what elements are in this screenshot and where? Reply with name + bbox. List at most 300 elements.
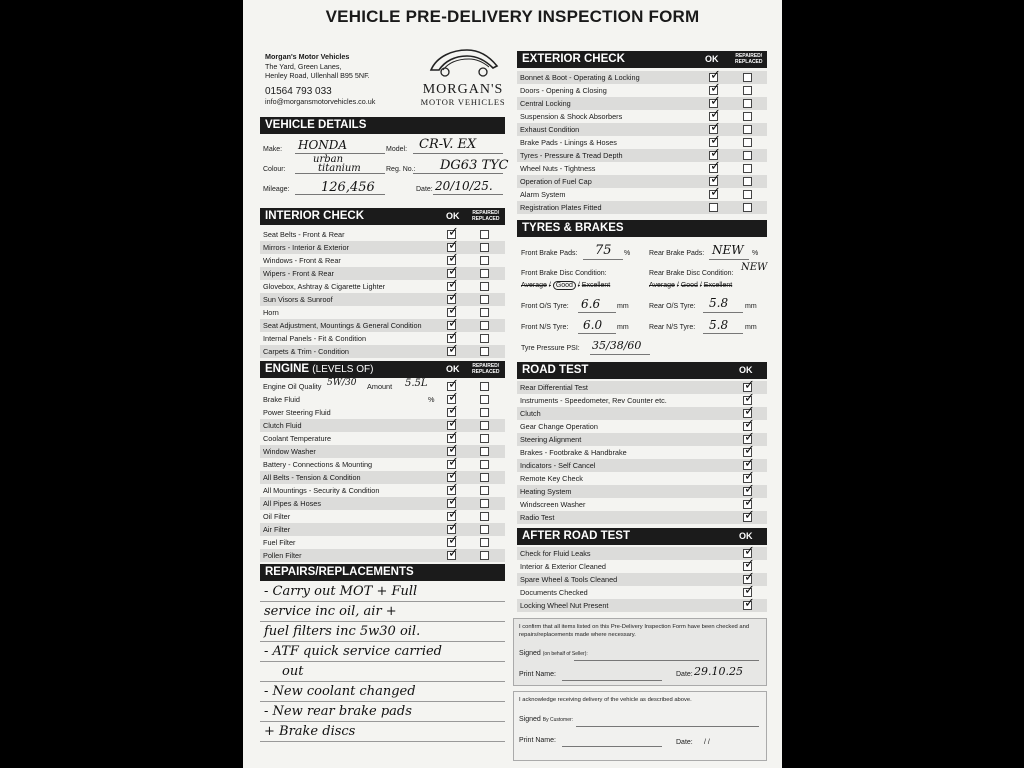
- check-row: [260, 520, 505, 536]
- repair-note-text: + Brake discs: [264, 724, 356, 739]
- check-row: [517, 430, 767, 446]
- tyre-psi-label: Tyre Pressure PSI:: [521, 345, 580, 352]
- exterior-ok-col: OK: [705, 54, 719, 64]
- repair-note-text: out: [282, 664, 304, 679]
- check-item-label: Heating System: [520, 487, 572, 496]
- tick-icon: ✓: [710, 172, 721, 187]
- rear-ns-line: [703, 332, 743, 334]
- check-row: [517, 146, 767, 162]
- engine-title: ENGINE: [265, 363, 310, 375]
- mileage-label: Mileage:: [263, 186, 290, 193]
- exterior-check-list: [517, 68, 767, 214]
- rear-pads-line: [709, 258, 749, 260]
- check-item-label: Seat Belts - Front & Rear: [263, 230, 345, 239]
- check-item-label: Indicators - Self Cancel: [520, 461, 596, 470]
- check-item-label: Documents Checked: [520, 588, 588, 597]
- signed-word: Signed: [519, 650, 541, 657]
- tick-icon: ✓: [710, 68, 721, 83]
- checkbox-repaired[interactable]: [480, 447, 489, 456]
- tick-icon: ✓: [448, 468, 459, 483]
- checkbox-repaired[interactable]: [743, 73, 752, 82]
- engine-check-list: [260, 403, 505, 562]
- tick-icon: ✓: [744, 544, 755, 559]
- tyres-brakes-title: TYRES & BRAKES: [522, 222, 624, 234]
- repair-note-text: - New coolant changed: [264, 684, 416, 699]
- rep-line-1: REPAIRED/: [472, 363, 500, 369]
- signed-word: Signed: [519, 716, 541, 723]
- rear-os-value: 5.8: [709, 296, 729, 310]
- checkbox-ok[interactable]: [709, 185, 721, 200]
- check-item-label: Horn: [263, 308, 279, 317]
- tick-icon: ✓: [448, 546, 459, 561]
- repair-note-line: [260, 642, 505, 662]
- front-pads-label: Front Brake Pads:: [521, 250, 578, 257]
- sep: /: [699, 282, 702, 289]
- check-row: [517, 391, 767, 407]
- checkbox-repaired[interactable]: [480, 230, 489, 239]
- checkbox-repaired[interactable]: [480, 308, 489, 317]
- customer-confirmation-text: I acknowledge receiving delivery of the vehicle as described above.: [519, 697, 692, 703]
- interior-repaired-col: [472, 210, 500, 222]
- make-value: HONDA: [298, 138, 348, 152]
- tick-icon: ✓: [744, 443, 755, 458]
- checkbox-repaired[interactable]: [743, 99, 752, 108]
- rep-line-2: REPLACED: [735, 59, 763, 65]
- check-row: [517, 120, 767, 136]
- check-item-label: Remote Key Check: [520, 474, 583, 483]
- model-value: CR-V. EX: [419, 137, 477, 152]
- check-item-label: Internal Panels - Fit & Condition: [263, 334, 367, 343]
- check-row: [260, 403, 505, 419]
- check-item-label: Exhaust Condition: [520, 125, 580, 134]
- check-item-label: Check for Fluid Leaks: [520, 549, 591, 558]
- check-row: [517, 508, 767, 524]
- check-row: [517, 495, 767, 511]
- reg-value: DG63 TYC: [440, 158, 509, 173]
- dealer-email: info@morgansmotorvehicles.co.uk: [265, 97, 376, 106]
- checkbox-repaired[interactable]: [480, 538, 489, 547]
- check-item-label: Doors - Opening & Closing: [520, 86, 607, 95]
- tick-icon: ✓: [448, 403, 459, 418]
- tick-icon: ✓: [744, 378, 755, 393]
- seller-confirmation-text: I confirm that all items listed on this Pre-Delivery Inspection Form have been checked and repairs/replacements made where necessary.: [519, 624, 750, 638]
- front-ns-value: 6.0: [583, 318, 603, 332]
- check-row: [260, 468, 505, 484]
- check-row: [517, 544, 767, 560]
- seller-signed-label: [519, 650, 588, 657]
- rear-disc-excellent: Excellent: [703, 282, 733, 289]
- repair-note-line: [260, 662, 505, 682]
- interior-check-header: [260, 208, 505, 225]
- checkbox-repaired[interactable]: [480, 551, 489, 560]
- seller-date-label: Date:: [676, 671, 693, 678]
- checkbox-repaired[interactable]: [480, 295, 489, 304]
- customer-signed-label: [519, 716, 573, 723]
- customer-signature-line[interactable]: [576, 725, 759, 727]
- rear-disc-good: Good: [680, 282, 698, 289]
- checkbox-repaired[interactable]: [743, 151, 752, 160]
- repair-note-line: [260, 582, 505, 602]
- tick-icon: ✓: [744, 557, 755, 572]
- front-ns-label: Front N/S Tyre:: [521, 324, 569, 331]
- tick-icon: ✓: [710, 120, 721, 135]
- customer-confirmation-box: [513, 691, 767, 761]
- checkbox-repaired[interactable]: [480, 421, 489, 430]
- checkbox-repaired[interactable]: [480, 282, 489, 291]
- check-row: [517, 172, 767, 188]
- tick-icon: ✓: [710, 185, 721, 200]
- tick-icon: ✓: [744, 417, 755, 432]
- check-item-label: Steering Alignment: [520, 435, 582, 444]
- engine-percent-label: %: [428, 395, 435, 404]
- road-test-ok-col: OK: [739, 365, 753, 375]
- sep: /: [577, 282, 580, 289]
- checkbox-repaired[interactable]: [480, 256, 489, 265]
- checkbox-repaired[interactable]: [480, 499, 489, 508]
- after-road-test-list: [517, 544, 767, 612]
- check-row: [517, 404, 767, 420]
- check-row: [260, 238, 505, 254]
- check-item-label: Bonnet & Boot - Operating & Locking: [520, 73, 640, 82]
- dealer-address-1: The Yard, Green Lanes,: [265, 61, 342, 71]
- checkbox-repaired[interactable]: [480, 269, 489, 278]
- check-item-label: Alarm System: [520, 190, 566, 199]
- tick-icon: ✓: [744, 469, 755, 484]
- check-item-label: Radio Test: [520, 513, 555, 522]
- repair-note-text: fuel filters inc 5w30 oil.: [264, 624, 421, 639]
- checkbox-repaired[interactable]: [480, 460, 489, 469]
- seller-date-value: 29.10.25: [694, 665, 743, 678]
- repair-note-text: service inc oil, air +: [264, 604, 397, 619]
- seller-confirmation-box: [513, 618, 767, 686]
- tick-icon: ✓: [744, 482, 755, 497]
- reg-label: Reg. No.:: [386, 166, 416, 173]
- check-item-label: Rear Differential Test: [520, 383, 588, 392]
- check-row: [260, 316, 505, 332]
- rear-ns-mm: mm: [745, 324, 757, 331]
- check-item-label: All Mountings - Security & Condition: [263, 486, 380, 495]
- check-item-label: All Belts - Tension & Condition: [263, 473, 361, 482]
- tick-icon: ✓: [448, 251, 459, 266]
- check-item-label: Seat Adjustment, Mountings & General Condition: [263, 321, 422, 330]
- rear-os-label: Rear O/S Tyre:: [649, 303, 696, 310]
- tick-icon: ✓: [710, 81, 721, 96]
- checkbox-repaired[interactable]: [743, 112, 752, 121]
- check-item-label: Spare Wheel & Tools Cleaned: [520, 575, 618, 584]
- front-pads-line: [583, 258, 623, 260]
- check-item-label: Brake Pads - Linings & Hoses: [520, 138, 617, 147]
- check-item-label: Windows - Front & Rear: [263, 256, 341, 265]
- checkbox-repaired[interactable]: [480, 243, 489, 252]
- check-row: [260, 277, 505, 293]
- front-disc-average: Average: [521, 282, 547, 289]
- road-test-title: ROAD TEST: [522, 364, 589, 376]
- dealer-address-2: Henley Road, Ullenhall B95 5NF.: [265, 71, 370, 80]
- checkbox-repaired[interactable]: [743, 86, 752, 95]
- check-row: [260, 442, 505, 458]
- tick-icon: ✓: [448, 238, 459, 253]
- rep-line-2: REPLACED: [472, 216, 500, 222]
- check-row: [517, 68, 767, 84]
- dealer-phone: 01564 793 033: [265, 85, 332, 97]
- engine-title-suffix: (LEVELS OF): [312, 364, 374, 375]
- check-item-label: Tyres - Pressure & Tread Depth: [520, 151, 623, 160]
- checkbox-repaired[interactable]: [743, 138, 752, 147]
- checkbox-ok[interactable]: [447, 546, 459, 561]
- front-ns-line: [578, 332, 616, 334]
- signed-sub: By Customer:: [542, 717, 574, 723]
- check-item-label: All Pipes & Hoses: [263, 499, 321, 508]
- check-row: [517, 159, 767, 175]
- check-item-label: Clutch: [520, 409, 541, 418]
- exterior-check-title: EXTERIOR CHECK: [522, 53, 625, 65]
- check-item-label: Battery - Connections & Mounting: [263, 460, 373, 469]
- front-os-label: Front O/S Tyre:: [521, 303, 569, 310]
- after-road-test-ok-col: OK: [739, 531, 753, 541]
- tick-icon: ✓: [448, 264, 459, 279]
- rear-ns-value: 5.8: [709, 318, 729, 332]
- repairs-title: REPAIRS/REPLACEMENTS: [265, 566, 414, 578]
- checkbox-repaired[interactable]: [480, 486, 489, 495]
- seller-signature-line[interactable]: [574, 659, 759, 661]
- rear-disc-average: Average: [649, 282, 675, 289]
- engine-item-label: Brake Fluid: [263, 395, 300, 404]
- engine-oil-amount-label: Amount: [367, 382, 393, 391]
- check-row: [517, 81, 767, 97]
- checkbox-repaired[interactable]: [480, 408, 489, 417]
- tyre-psi-line: [590, 353, 650, 355]
- check-item-label: Interior & Exterior Cleaned: [520, 562, 606, 571]
- tick-icon: ✓: [448, 533, 459, 548]
- road-test-header: [517, 362, 767, 379]
- check-row: [517, 570, 767, 586]
- seller-print-label: Print Name:: [519, 671, 556, 678]
- check-item-label: Registration Plates Fitted: [520, 203, 602, 212]
- check-item-label: Clutch Fluid: [263, 421, 302, 430]
- check-row: [517, 443, 767, 459]
- checkbox-repaired[interactable]: [480, 395, 489, 404]
- check-item-label: Coolant Temperature: [263, 434, 332, 443]
- rear-os-mm: mm: [745, 303, 757, 310]
- check-row: [517, 107, 767, 123]
- rear-pads-label: Rear Brake Pads:: [649, 250, 705, 257]
- after-road-test-title: AFTER ROAD TEST: [522, 530, 630, 542]
- checkbox-ok[interactable]: [447, 342, 459, 357]
- repair-note-line: [260, 622, 505, 642]
- front-pads-pct: %: [624, 250, 631, 257]
- tick-icon: ✓: [744, 508, 755, 523]
- tick-icon: ✓: [710, 133, 721, 148]
- model-line: [413, 152, 503, 154]
- tick-icon: ✓: [744, 495, 755, 510]
- check-row: [260, 290, 505, 306]
- check-item-label: Operation of Fuel Cap: [520, 177, 592, 186]
- check-row: [260, 533, 505, 549]
- tick-icon: ✓: [744, 596, 755, 611]
- dealer-info: [265, 52, 425, 107]
- check-item-label: Mirrors - Interior & Exterior: [263, 243, 349, 252]
- tick-icon: ✓: [448, 290, 459, 305]
- check-item-label: Wheel Nuts - Tightness: [520, 164, 596, 173]
- date-line: [433, 193, 503, 195]
- checkbox-repaired[interactable]: [480, 382, 489, 391]
- check-item-label: Central Locking: [520, 99, 571, 108]
- tick-icon: ✓: [448, 507, 459, 522]
- signed-sub: (on behalf of Seller):: [542, 651, 588, 657]
- check-row: [517, 133, 767, 149]
- customer-print-line[interactable]: [562, 745, 662, 747]
- check-row: [517, 583, 767, 599]
- repair-note-line: [260, 682, 505, 702]
- check-row: [517, 456, 767, 472]
- check-item-label: Windscreen Washer: [520, 500, 586, 509]
- checkbox-repaired[interactable]: [480, 473, 489, 482]
- check-row: [517, 185, 767, 201]
- model-label: Model:: [386, 146, 408, 153]
- front-os-mm: mm: [617, 303, 629, 310]
- check-item-label: Locking Wheel Nut Present: [520, 601, 609, 610]
- tick-icon: ✓: [744, 570, 755, 585]
- checkbox-repaired[interactable]: [743, 190, 752, 199]
- tick-icon: ✓: [744, 456, 755, 471]
- repair-note-line: [260, 602, 505, 622]
- check-row: [260, 455, 505, 471]
- road-test-list: [517, 378, 767, 524]
- checkbox-repaired[interactable]: [480, 321, 489, 330]
- after-road-test-header: [517, 528, 767, 545]
- seller-print-line[interactable]: [562, 679, 662, 681]
- check-row: [517, 378, 767, 394]
- check-row: [260, 303, 505, 319]
- checkbox-repaired[interactable]: [743, 177, 752, 186]
- engine-brake-fluid-row: [260, 390, 505, 406]
- tick-icon: ✓: [448, 303, 459, 318]
- rear-ns-label: Rear N/S Tyre:: [649, 324, 696, 331]
- form-title: VEHICLE PRE-DELIVERY INSPECTION FORM: [325, 7, 700, 26]
- engine-oil-label: Engine Oil Quality: [263, 382, 322, 391]
- checkbox-ok[interactable]: [743, 508, 755, 523]
- checkbox-repaired[interactable]: [480, 525, 489, 534]
- mileage-value: 126,456: [321, 180, 375, 195]
- checkbox-repaired[interactable]: [743, 125, 752, 134]
- check-item-label: Carpets & Trim - Condition: [263, 347, 349, 356]
- repair-note-text: - New rear brake pads: [264, 704, 412, 719]
- check-row: [517, 596, 767, 612]
- date-label: Date:: [416, 186, 433, 193]
- tick-icon: ✓: [448, 416, 459, 431]
- colour-label: Colour:: [263, 166, 286, 173]
- engine-repaired-col: [472, 363, 500, 375]
- checkbox-repaired[interactable]: [480, 512, 489, 521]
- repair-note-text: - Carry out MOT + Full: [264, 584, 418, 599]
- check-row: [260, 507, 505, 523]
- checkbox-ok[interactable]: [709, 203, 718, 212]
- logo-text-1: MORGAN'S: [422, 82, 504, 97]
- front-os-line: [578, 311, 616, 313]
- front-disc-label: Front Brake Disc Condition:: [521, 270, 607, 277]
- engine-oil-row: [260, 377, 505, 393]
- check-row: [260, 429, 505, 445]
- inspection-form-sheet: [243, 0, 782, 768]
- check-row: [260, 342, 505, 358]
- check-item-label: Brakes - Footbrake & Handbrake: [520, 448, 627, 457]
- check-item-label: Fuel Filter: [263, 538, 296, 547]
- tick-icon: ✓: [710, 159, 721, 174]
- tick-icon: ✓: [448, 442, 459, 457]
- rear-disc-label: Rear Brake Disc Condition:: [649, 270, 734, 277]
- tick-icon: ✓: [448, 520, 459, 535]
- customer-date-blank: / /: [704, 739, 710, 746]
- check-row: [260, 264, 505, 280]
- colour-value-1: urban: [313, 154, 344, 165]
- check-item-label: Window Washer: [263, 447, 316, 456]
- tick-icon: ✓: [448, 277, 459, 292]
- check-row: [260, 225, 505, 241]
- sep: /: [676, 282, 679, 289]
- rep-line-1: REPAIRED/: [735, 53, 763, 59]
- checkbox-repaired[interactable]: [743, 203, 752, 212]
- checkbox-repaired[interactable]: [480, 347, 489, 356]
- front-disc-good: Good: [553, 281, 576, 290]
- checkbox-repaired[interactable]: [480, 334, 489, 343]
- check-row: [260, 546, 505, 562]
- check-row: [517, 94, 767, 110]
- tick-icon: ✓: [744, 391, 755, 406]
- tyres-brakes-header: [517, 220, 767, 237]
- engine-ok-col: OK: [446, 364, 460, 374]
- front-disc-options: [521, 282, 610, 289]
- tick-icon: ✓: [710, 107, 721, 122]
- check-item-label: Instruments - Speedometer, Rev Counter etc.: [520, 396, 667, 405]
- tick-icon: ✓: [744, 430, 755, 445]
- tyre-psi-value: 35/38/60: [592, 339, 642, 352]
- check-item-label: Gear Change Operation: [520, 422, 598, 431]
- repairs-notes: [260, 582, 505, 742]
- checkbox-ok[interactable]: [743, 596, 755, 611]
- checkbox-repaired[interactable]: [480, 434, 489, 443]
- check-row: [517, 482, 767, 498]
- exterior-repaired-col: [735, 53, 763, 65]
- front-ns-mm: mm: [617, 324, 629, 331]
- sep: /: [548, 282, 551, 289]
- dealer-name: Morgan's Motor Vehicles: [265, 52, 350, 61]
- check-row: [260, 494, 505, 510]
- colour-value-2: titanium: [318, 163, 361, 174]
- tick-icon: ✓: [710, 146, 721, 161]
- engine-oil-amount-value: 5.5L: [405, 378, 428, 389]
- vehicle-details-title: VEHICLE DETAILS: [265, 119, 367, 131]
- check-row: [260, 481, 505, 497]
- rear-pads-value: NEW: [712, 243, 744, 257]
- check-item-label: Glovebox, Ashtray & Cigarette Lighter: [263, 282, 386, 291]
- rear-pads-pct: %: [752, 250, 759, 257]
- front-disc-excellent: Excellent: [581, 282, 611, 289]
- tick-icon: ✓: [448, 342, 459, 357]
- engine-oil-quality-value: 5W/30: [327, 378, 357, 388]
- repair-note-text: - ATF quick service carried: [264, 644, 442, 659]
- interior-check-title: INTERIOR CHECK: [265, 210, 365, 222]
- interior-ok-col: OK: [446, 211, 460, 221]
- repair-note-line: [260, 722, 505, 742]
- rear-os-line: [703, 311, 743, 313]
- tick-icon: ✓: [710, 94, 721, 109]
- check-row: [517, 201, 767, 214]
- dealer-logo: [408, 44, 518, 109]
- check-item-label: Air Filter: [263, 525, 291, 534]
- tick-icon: ✓: [448, 481, 459, 496]
- logo-text-2: MOTOR VEHICLES: [420, 97, 506, 107]
- checkbox-repaired[interactable]: [743, 164, 752, 173]
